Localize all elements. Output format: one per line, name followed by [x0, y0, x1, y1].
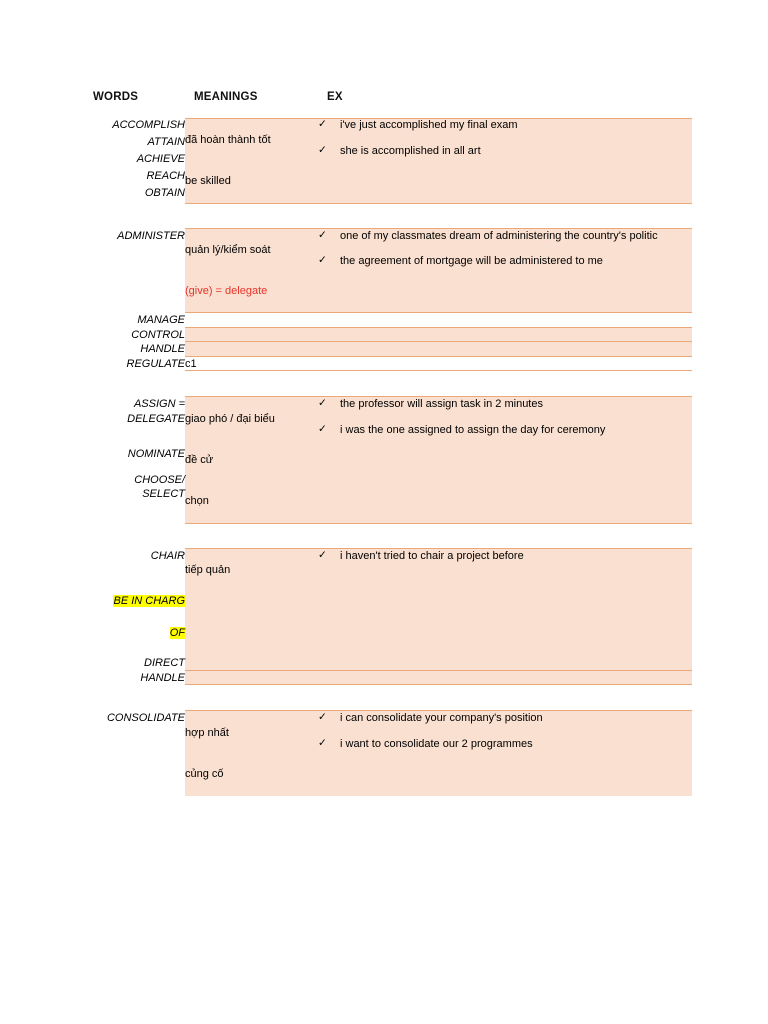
check-icon: ✓	[318, 228, 327, 241]
check-icon: ✓	[318, 143, 327, 156]
meaning-line: đề cử	[185, 453, 214, 466]
table-row	[93, 549, 692, 564]
word-cell-choose-select: CHOOSE/ SELECT	[93, 473, 185, 523]
meaning-line: be skilled	[185, 174, 231, 187]
meaning-cell-handle	[185, 342, 318, 357]
table-row	[93, 711, 692, 753]
example-text: the professor will assign task in 2 minutes	[340, 398, 543, 411]
meaning-line: tiếp quản	[185, 564, 231, 577]
example-item	[318, 118, 692, 133]
example-item	[318, 423, 692, 438]
spacer-row	[93, 203, 692, 229]
word-cell-assign: ASSIGN = DELEGATE	[93, 397, 185, 447]
example-cell-regulate	[318, 357, 692, 372]
check-icon: ✓	[318, 254, 327, 267]
word-cell-handle: HANDLE	[93, 342, 185, 357]
meaning-cell-assign	[185, 397, 318, 523]
example-cell-assign	[318, 397, 692, 523]
check-icon: ✓	[318, 711, 327, 724]
example-item	[318, 711, 692, 726]
table-row	[93, 313, 692, 328]
table-row	[93, 671, 692, 686]
example-cell-chair	[318, 549, 692, 656]
column-header-words: WORDS	[93, 91, 139, 103]
meaning-cell-regulate: c1	[185, 357, 318, 372]
word-cell-achieve: ACHIEVE	[93, 152, 185, 169]
spacer-meaning-cell	[185, 371, 318, 397]
meaning-line: giao phó / đại biểu	[185, 412, 275, 425]
word-cell-attain: ATTAIN	[93, 135, 185, 152]
spacer-example-cell	[318, 523, 692, 549]
word-cell-accomplish: ACCOMPLISH	[93, 118, 185, 135]
spacer-word-cell	[93, 685, 185, 711]
table-row	[93, 328, 692, 343]
table-row	[93, 229, 692, 314]
meaning-cell-control	[185, 328, 318, 343]
example-cell-consolidate	[318, 711, 692, 796]
spacer-meaning-cell	[185, 685, 318, 711]
check-icon: ✓	[318, 548, 327, 561]
spacer-example-cell	[318, 371, 692, 397]
example-text: i've just accomplished my final exam	[340, 119, 518, 131]
word-cell-nominate: NOMINATE	[93, 447, 185, 472]
word-cell-administer: ADMINISTER	[93, 229, 185, 314]
column-header-ex: EX	[327, 91, 343, 103]
meaning-line: hợp nhất	[185, 726, 229, 739]
meaning-cell-handle-2	[185, 671, 318, 686]
spacer-row	[93, 523, 692, 549]
example-cell-control	[318, 328, 692, 343]
highlighted-word-wrapper	[93, 578, 185, 642]
example-text: one of my classmates dream of administering the country's politic	[340, 229, 658, 242]
word-cell-manage: MANAGE	[93, 313, 185, 328]
example-cell-administer	[318, 229, 692, 314]
meaning-cell-manage	[185, 313, 318, 328]
check-icon: ✓	[318, 736, 327, 749]
check-icon: ✓	[318, 422, 327, 435]
spacer-meaning-cell	[185, 203, 318, 229]
example-text: the agreement of mortgage will be administered to me	[340, 255, 603, 268]
example-text: i haven't tried to chair a project before	[340, 549, 524, 562]
spacer-word-cell	[93, 203, 185, 229]
example-cell-manage	[318, 313, 692, 328]
highlighted-word-line-2: OF	[169, 626, 185, 639]
word-cell-chair: CHAIR	[93, 549, 185, 564]
example-text: she is accomplished in all art	[340, 144, 481, 157]
example-item	[318, 254, 692, 269]
example-text: i want to consolidate our 2 programmes	[340, 737, 533, 750]
example-item	[318, 549, 692, 564]
example-cell-handle-2	[318, 671, 692, 686]
column-header-meanings: MEANINGS	[194, 91, 258, 103]
spacer-example-cell	[318, 203, 692, 229]
example-text: i was the one assigned to assign the day for ceremony	[340, 423, 606, 436]
word-cell-handle-2: HANDLE	[93, 671, 185, 686]
example-cell-accomplish	[318, 118, 692, 203]
meaning-line: đã hoàn thành tốt	[185, 133, 271, 146]
meaning-line-red: (give) = delegate	[185, 285, 268, 298]
meaning-cell-chair	[185, 549, 318, 656]
word-cell-reach: REACH	[93, 169, 185, 186]
spacer-meaning-cell	[185, 523, 318, 549]
example-text: i can consolidate your company's position	[340, 712, 543, 725]
example-item	[318, 144, 692, 159]
word-cell-obtain: OBTAIN	[93, 186, 185, 203]
spacer-word-cell	[93, 371, 185, 397]
example-item	[318, 229, 692, 244]
example-cell-direct	[318, 656, 692, 671]
table-row	[93, 656, 692, 671]
table-header	[93, 91, 693, 103]
word-cell-consolidate: CONSOLIDATE	[93, 711, 185, 753]
meaning-line: củng cố	[185, 767, 224, 780]
meaning-line: quản lý/kiểm soát	[185, 244, 271, 257]
meaning-line: chọn	[185, 494, 209, 507]
spacer-example-cell	[318, 685, 692, 711]
check-icon: ✓	[318, 118, 327, 130]
word-cell-direct: DIRECT	[93, 656, 185, 671]
word-cell-regulate: REGULATE	[93, 357, 185, 372]
spacer-word-cell	[93, 523, 185, 549]
spacer-row	[93, 371, 692, 397]
example-item	[318, 397, 692, 412]
example-cell-handle	[318, 342, 692, 357]
meaning-cell-direct	[185, 656, 318, 671]
vocabulary-table	[93, 118, 692, 796]
highlighted-word-line-1: BE IN CHARG	[113, 594, 185, 607]
meaning-cell-administer	[185, 229, 318, 314]
example-item	[318, 737, 692, 752]
meaning-cell-accomplish	[185, 118, 318, 203]
table-row	[93, 342, 692, 357]
word-cell-consolidate-blank	[93, 753, 185, 795]
check-icon: ✓	[318, 397, 327, 410]
table-row	[93, 357, 692, 372]
table-row	[93, 118, 692, 135]
word-cell-be-in-charge-of	[93, 563, 185, 656]
meaning-cell-consolidate	[185, 711, 318, 796]
spacer-row	[93, 685, 692, 711]
word-cell-control: CONTROL	[93, 328, 185, 343]
table-row	[93, 397, 692, 447]
